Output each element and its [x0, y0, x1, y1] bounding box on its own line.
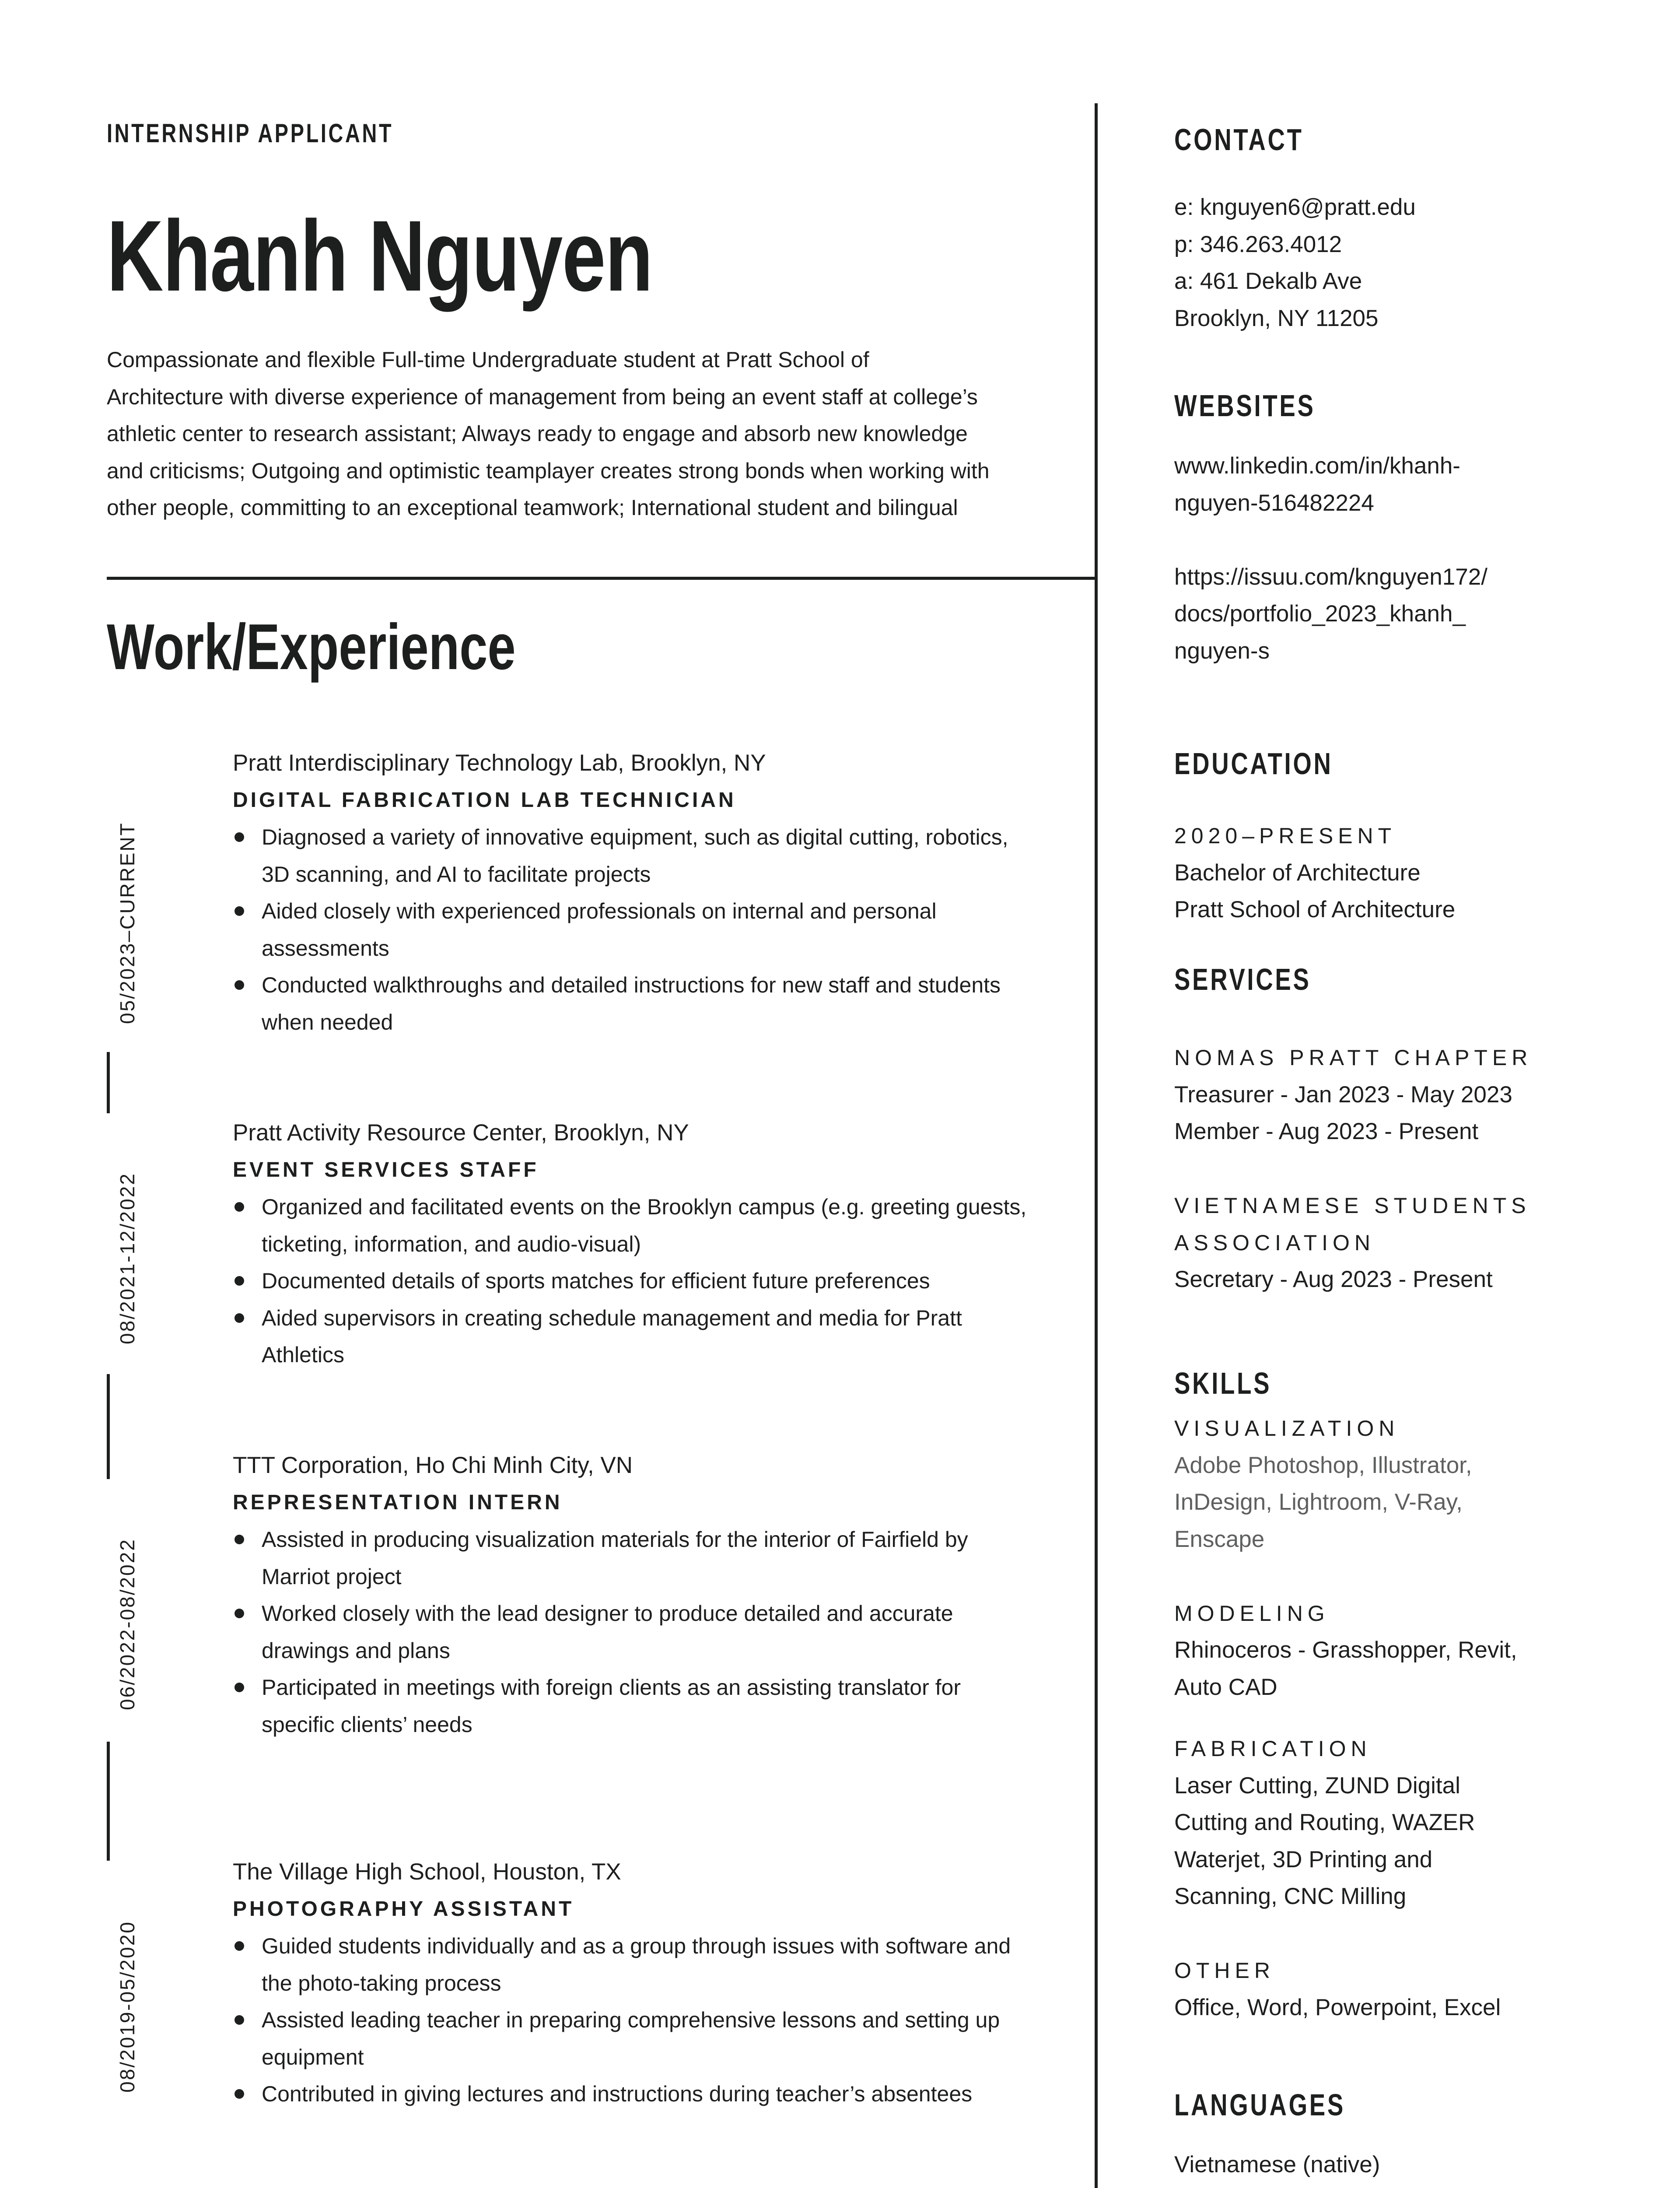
skill-list: Cutting and Routing, WAZER — [1174, 1809, 1475, 1835]
languages-section — [1174, 2090, 1634, 2120]
skills-heading: SKILLS — [1174, 1366, 1272, 1400]
education-details — [1174, 817, 1634, 929]
job-bullets — [233, 819, 1033, 1041]
services-details — [1174, 1039, 1634, 1298]
service-org: NOMAS PRATT CHAPTER — [1174, 1045, 1533, 1070]
job-entry — [233, 1447, 1033, 1743]
date-separator — [107, 1052, 110, 1113]
job-bullet — [233, 1300, 1033, 1374]
language-item — [1174, 2184, 1634, 2188]
job-bullet — [233, 819, 1033, 893]
job-bullets — [233, 1521, 1033, 1743]
skill-list: Adobe Photoshop, Illustrator, — [1174, 1452, 1472, 1478]
job-bullet — [233, 2076, 1033, 2113]
bullet-icon — [234, 906, 244, 916]
applicant-name: Khanh Nguyen — [107, 200, 653, 312]
skill-list: Scanning, CNC Milling — [1174, 1883, 1407, 1909]
skill-list: Laser Cutting, ZUND Digital — [1174, 1772, 1460, 1799]
skill-list: Rhinoceros - Grasshopper, Revit, — [1174, 1637, 1517, 1663]
skill-category: MODELING — [1174, 1601, 1330, 1626]
service-role: Member - Aug 2023 - Present — [1174, 1119, 1479, 1144]
bullet-icon — [234, 1313, 244, 1323]
skill-category: OTHER — [1174, 1958, 1275, 1983]
bullet-icon — [234, 2015, 244, 2025]
services-section — [1174, 964, 1634, 995]
job-title: EVENT SERVICES STAFF — [233, 1158, 539, 1182]
contact-email: e: knguyen6@pratt.edu — [1174, 194, 1416, 220]
bullet-text: Assisted leading teacher in preparing comprehensive lessons and setting up equipment — [262, 2008, 1000, 2069]
skill-list: Office, Word, Powerpoint, Excel — [1174, 1994, 1501, 2020]
bullet-text: Documented details of sports matches for efficient future preferences — [262, 1269, 930, 1293]
job-company: The Village High School, Houston, TX — [233, 1859, 621, 1885]
work-experience-heading: Work/Experience — [107, 611, 516, 683]
job-title: REPRESENTATION INTERN — [233, 1490, 563, 1514]
websites-list — [1174, 448, 1634, 670]
job-bullets — [233, 1189, 1033, 1374]
bullet-icon — [234, 832, 244, 842]
vertical-divider — [1095, 103, 1098, 2188]
skill-category: VISUALIZATION — [1174, 1416, 1400, 1441]
bullet-icon — [234, 1202, 244, 1212]
job-bullets — [233, 1928, 1033, 2113]
job-dates: 05/2023–CURRENT — [116, 822, 139, 1024]
bullet-icon — [234, 1941, 244, 1951]
bullet-icon — [234, 1276, 244, 1286]
service-org-cont: ASSOCIATION — [1174, 1230, 1376, 1255]
bullet-text: Organized and facilitated events on the Brooklyn campus (e.g. greeting guests, ticketing, information, and audio-visual) — [262, 1195, 1027, 1256]
date-separator — [107, 1742, 110, 1861]
job-entry — [233, 1854, 1033, 2113]
bullet-text: Worked closely with the lead designer to produce detailed and accurate drawings and plans — [262, 1601, 953, 1663]
portfolio-link-cont2[interactable]: nguyen-s — [1174, 638, 1270, 664]
job-company: TTT Corporation, Ho Chi Minh City, VN — [233, 1452, 633, 1478]
education-degree: Bachelor of Architecture — [1174, 859, 1421, 886]
contact-heading: CONTACT — [1174, 123, 1304, 157]
bullet-icon — [234, 1535, 244, 1544]
job-title: DIGITAL FABRICATION LAB TECHNICIAN — [233, 788, 736, 812]
bullet-icon — [234, 2089, 244, 2099]
applicant-label: INTERNSHIP APPLICANT — [107, 119, 394, 148]
portfolio-link-cont[interactable]: docs/portfolio_2023_khanh_ — [1174, 601, 1466, 627]
bullet-text: Assisted in producing visualization materials for the interior of Fairfield by Marriot project — [262, 1527, 968, 1589]
job-company: Pratt Activity Resource Center, Brooklyn, NY — [233, 1120, 689, 1146]
skill-category: FABRICATION — [1174, 1736, 1372, 1761]
contact-address-line1: a: 461 Dekalb Ave — [1174, 268, 1362, 294]
education-heading: EDUCATION — [1174, 747, 1333, 781]
horizontal-divider — [107, 577, 1097, 580]
job-bullet — [233, 1595, 1033, 1669]
job-entry — [233, 745, 1033, 1041]
service-role: Secretary - Aug 2023 - Present — [1174, 1266, 1493, 1292]
contact-section — [1174, 124, 1634, 155]
education-school: Pratt School of Architecture — [1174, 897, 1456, 922]
service-org: VIETNAMESE STUDENTS — [1174, 1193, 1531, 1218]
skills-section — [1174, 1368, 1634, 1399]
job-bullet — [233, 1262, 1033, 1300]
linkedin-link[interactable]: www.linkedin.com/in/khanh- — [1174, 453, 1460, 479]
services-heading: SERVICES — [1174, 962, 1311, 996]
contact-phone: p: 346.263.4012 — [1174, 231, 1342, 257]
skill-list: InDesign, Lightroom, V-Ray, — [1174, 1489, 1463, 1515]
education-section — [1174, 748, 1634, 779]
bullet-text: Conducted walkthroughs and detailed instructions for new staff and students when needed — [262, 973, 1001, 1034]
portfolio-link[interactable]: https://issuu.com/knguyen172/ — [1174, 564, 1488, 590]
skill-list: Auto CAD — [1174, 1674, 1278, 1700]
skill-list: Enscape — [1174, 1526, 1265, 1552]
bullet-text: Participated in meetings with foreign clients as an assisting translator for specific clients’ needs — [262, 1675, 961, 1737]
profile-summary: Compassionate and flexible Full-time Undergraduate student at Pratt School of Architecture with diverse experience of management from being an event staff at college’s athletic center to research assistant; Always ready to engage and absorb new knowledge and criticisms; Outgoing and optimistic teamplayer creates strong bonds when working with other people, committing to an exceptional teamwork; International student and bilingual — [107, 347, 990, 520]
languages-heading: LANGUAGES — [1174, 2088, 1345, 2122]
job-bullet — [233, 1928, 1033, 2002]
websites-section — [1174, 390, 1634, 421]
service-role: Treasurer - Jan 2023 - May 2023 — [1174, 1081, 1512, 1108]
bullet-icon — [234, 980, 244, 990]
job-dates: 08/2021-12/2022 — [116, 1172, 139, 1344]
job-title: PHOTOGRAPHY ASSISTANT — [233, 1897, 574, 1921]
skill-list: Waterjet, 3D Printing and — [1174, 1846, 1433, 1872]
bullet-text: Contributed in giving lectures and instructions during teacher’s absentees — [262, 2082, 973, 2106]
job-entry — [233, 1115, 1033, 1374]
skills-details — [1174, 1410, 1634, 2026]
contact-details — [1174, 189, 1634, 337]
education-dates: 2020–PRESENT — [1174, 824, 1396, 848]
languages-details — [1174, 2146, 1634, 2188]
bullet-text: Diagnosed a variety of innovative equipment, such as digital cutting, robotics, 3D scanning, and AI to facilitate projects — [262, 825, 1008, 887]
job-company: Pratt Interdisciplinary Technology Lab, Brooklyn, NY — [233, 750, 766, 776]
job-bullet — [233, 1669, 1033, 1743]
bullet-text: Guided students individually and as a group through issues with software and the photo-taking process — [262, 1934, 1011, 1995]
job-dates: 08/2019-05/2020 — [116, 1921, 139, 2093]
linkedin-link-cont[interactable]: nguyen-516482224 — [1174, 490, 1374, 516]
bullet-text: Aided supervisors in creating schedule management and media for Pratt Athletics — [262, 1305, 962, 1367]
job-bullet — [233, 1521, 1033, 1595]
contact-address-line2: Brooklyn, NY 11205 — [1174, 305, 1379, 331]
date-separator — [107, 1374, 110, 1479]
language-item: Vietnamese (native) — [1174, 2152, 1380, 2177]
job-bullet — [233, 893, 1033, 967]
bullet-icon — [234, 1683, 244, 1692]
job-bullet — [233, 2002, 1033, 2076]
bullet-text: Aided closely with experienced professionals on internal and personal assessments — [262, 899, 937, 961]
bullet-icon — [234, 1609, 244, 1618]
job-bullet — [233, 1189, 1033, 1262]
websites-heading: WEBSITES — [1174, 389, 1316, 423]
job-dates: 06/2022-08/2022 — [116, 1538, 139, 1710]
job-bullet — [233, 967, 1033, 1041]
